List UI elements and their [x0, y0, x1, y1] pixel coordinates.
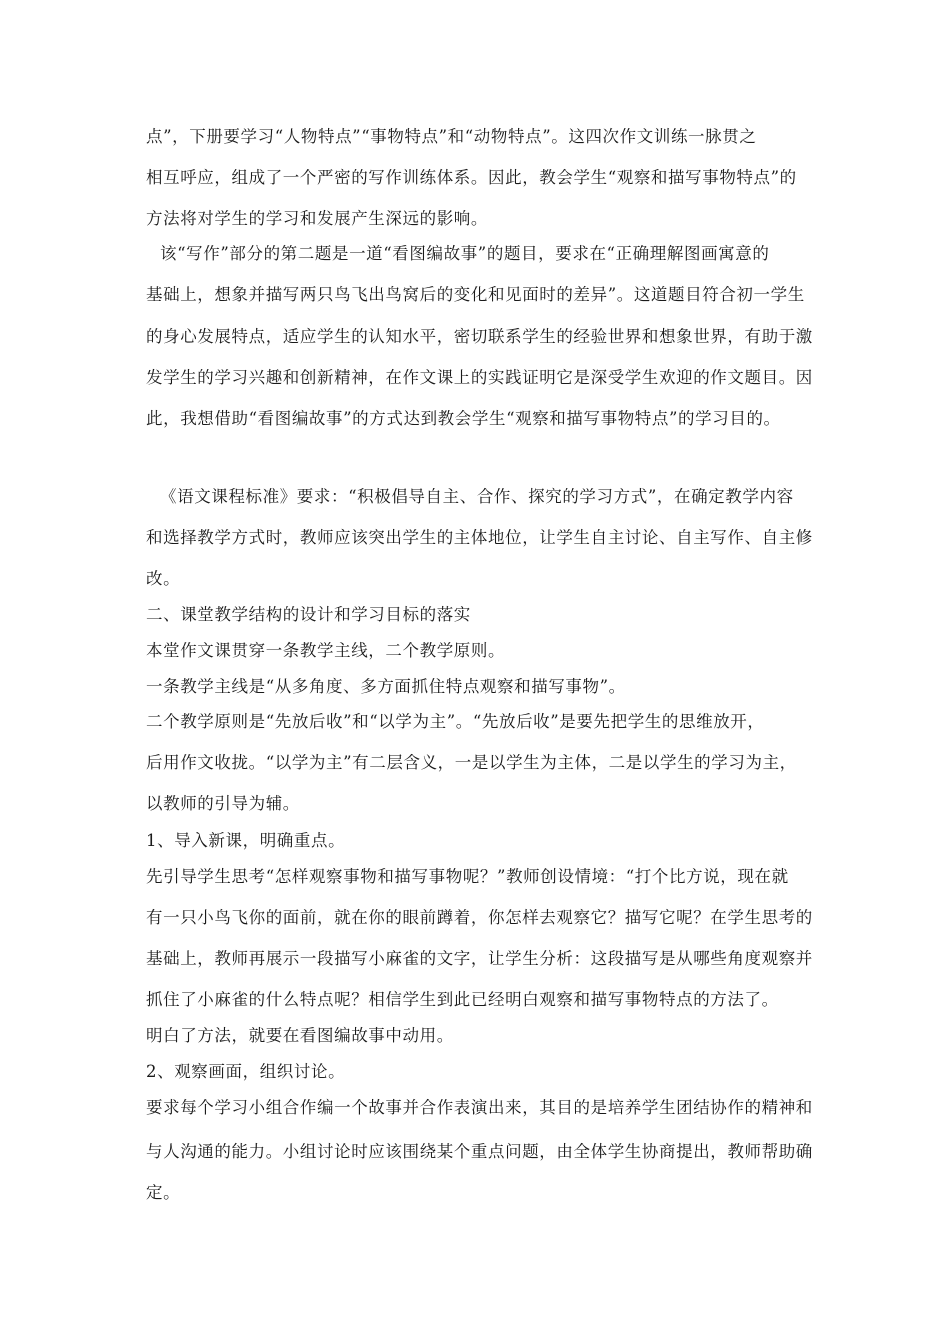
paragraph-line: 点”，下册要学习“人物特点”“事物特点”和“动物特点”。这四次作文训练一脉贯之: [146, 127, 757, 146]
paragraph-line: 基础上，教师再展示一段描写小麻雀的文字，让学生分析：这段描写是从哪些角度观察并: [146, 949, 813, 968]
paragraph-line: 基础上，想象并描写两只鸟飞出鸟窝后的变化和见面时的差异”。这道题目符合初一学生: [146, 285, 805, 304]
paragraph-line: 明白了方法，就要在看图编故事中动用。: [146, 1026, 454, 1045]
paragraph-line: 的身心发展特点，适应学生的认知水平，密切联系学生的经验世界和想象世界，有助于激: [146, 327, 813, 346]
paragraph-line: 先引导学生思考“怎样观察事物和描写事物呢？”教师创设情境：“打个比方说，现在就: [146, 867, 789, 886]
sub-heading: 1、导入新课，明确重点。: [146, 831, 346, 850]
paragraph-line: 要求每个学习小组合作编一个故事并合作表演出来，其目的是培养学生团结协作的精神和: [146, 1098, 813, 1117]
paragraph-line: 二个教学原则是“先放后收”和“以学为主”。“先放后收”是要先把学生的思维放开，: [146, 712, 765, 731]
paragraph-line: 改。: [146, 569, 181, 588]
paragraph-line: 有一只小鸟飞你的面前，就在你的眼前蹲着，你怎样去观察它？描写它呢？在学生思考的: [146, 908, 813, 927]
paragraph-line: 相互呼应，组成了一个严密的写作训练体系。因此，教会学生“观察和描写事物特点”的: [146, 168, 797, 187]
paragraph-line: 《语文课程标准》要求：“积极倡导自主、合作、探究的学习方式”，在确定教学内容: [160, 487, 794, 506]
paragraph-line: 一条教学主线是“从多角度、多方面抓住特点观察和描写事物”。: [146, 677, 626, 696]
paragraph-line: 定。: [146, 1183, 181, 1202]
paragraph-line: 本堂作文课贯穿一条教学主线，二个教学原则。: [146, 641, 506, 660]
paragraph-line: 以教师的引导为辅。: [146, 794, 300, 813]
paragraph-line: 方法将对学生的学习和发展产生深远的影响。: [146, 209, 488, 228]
paragraph-line: 发学生的学习兴趣和创新精神，在作文课上的实践证明它是深受学生欢迎的作文题目。因: [146, 368, 813, 387]
paragraph-line: 和选择教学方式时，教师应该突出学生的主体地位，让学生自主讨论、自主写作、自主修: [146, 528, 813, 547]
section-heading: 二、课堂教学结构的设计和学习目标的落实: [146, 605, 471, 624]
paragraph-line: 后用作文收拢。“以学为主”有二层含义，一是以学生为主体，二是以学生的学习为主，: [146, 753, 797, 772]
paragraph-line: 此，我想借助“看图编故事”的方式达到教会学生“观察和描写事物特点”的学习目的。: [146, 409, 781, 428]
paragraph-line: 抓住了小麻雀的什么特点呢？相信学生到此已经明白观察和描写事物特点的方法了。: [146, 990, 779, 1009]
sub-heading: 2、观察画面，组织讨论。: [146, 1062, 346, 1081]
paragraph-line: 该“写作”部分的第二题是一道“看图编故事”的题目，要求在“正确理解图画寓意的: [160, 244, 770, 263]
paragraph-line: 与人沟通的能力。小组讨论时应该围绕某个重点问题，由全体学生协商提出，教师帮助确: [146, 1142, 813, 1161]
